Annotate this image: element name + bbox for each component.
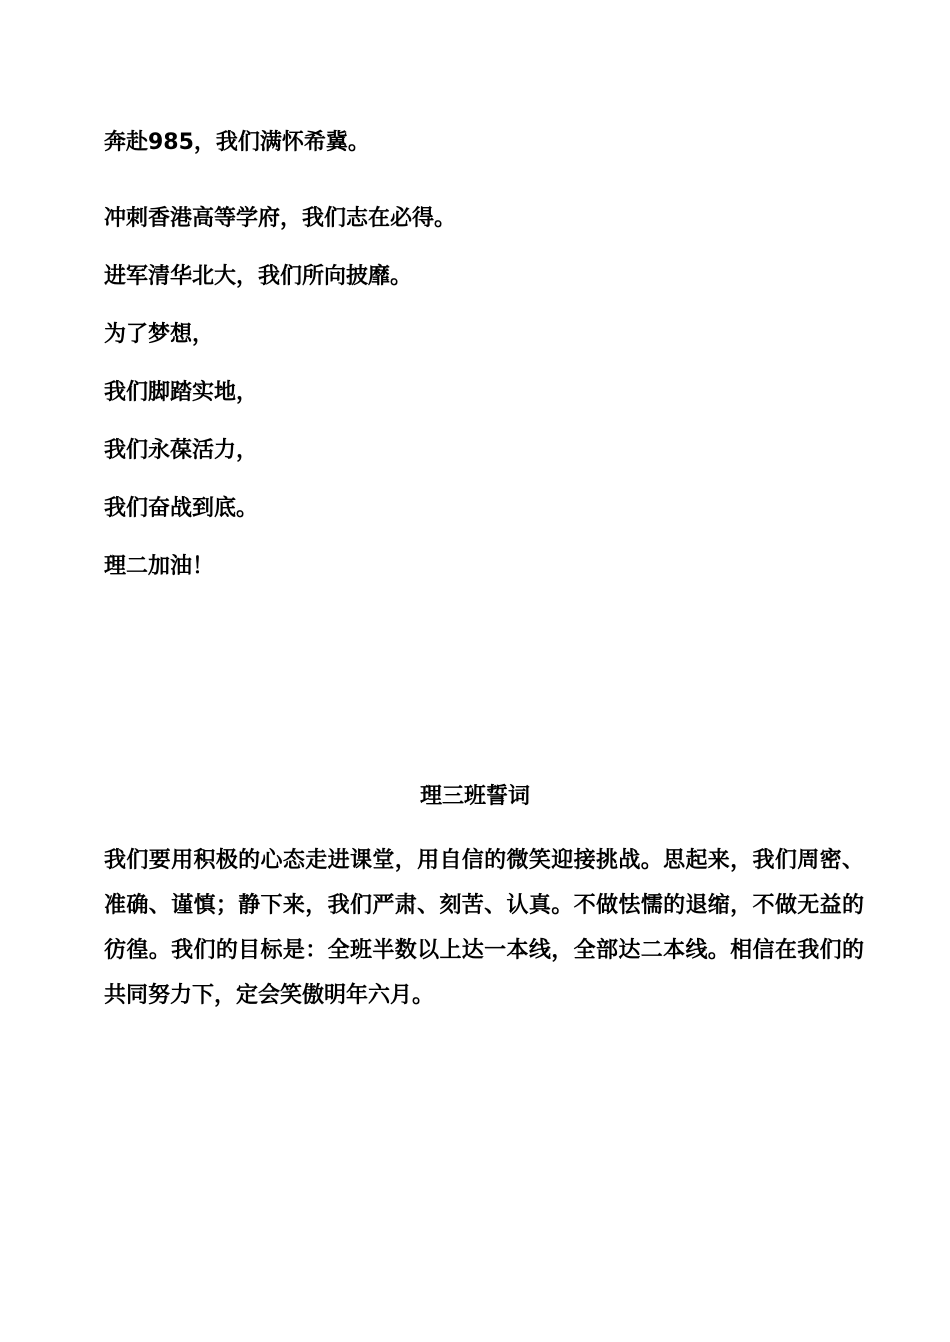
- oath-paragraph: 我们要用积极的心态走进课堂，用自信的微笑迎接挑战。思起来，我们周密、准确、谨慎；静下来，我们严肃、刻苦、认真。不做怯懦的退缩，不做无益的彷徨。我们的目标是：全班半数以上达一本线，全部达二本线。相信在我们的共同努力下，定会笑傲明年六月。: [104, 848, 864, 1008]
- slogan-block: [104, 128, 864, 610]
- oath-title: 理三班誓词: [419, 784, 530, 809]
- slogan-line: 我们奋战到底。: [104, 496, 259, 521]
- slogan-line: 为了梦想，: [104, 322, 215, 347]
- slogan-line: 冲刺香港高等学府，我们志在必得。: [104, 206, 457, 231]
- slogan-line: 奔赴985，我们满怀希冀。: [104, 130, 370, 155]
- slogan-line: 理二加油！: [104, 554, 215, 579]
- slogan-line: 进军清华北大，我们所向披靡。: [104, 264, 413, 289]
- slogan-line: 我们永葆活力，: [104, 438, 259, 463]
- slogan-line: 我们脚踏实地，: [104, 380, 259, 405]
